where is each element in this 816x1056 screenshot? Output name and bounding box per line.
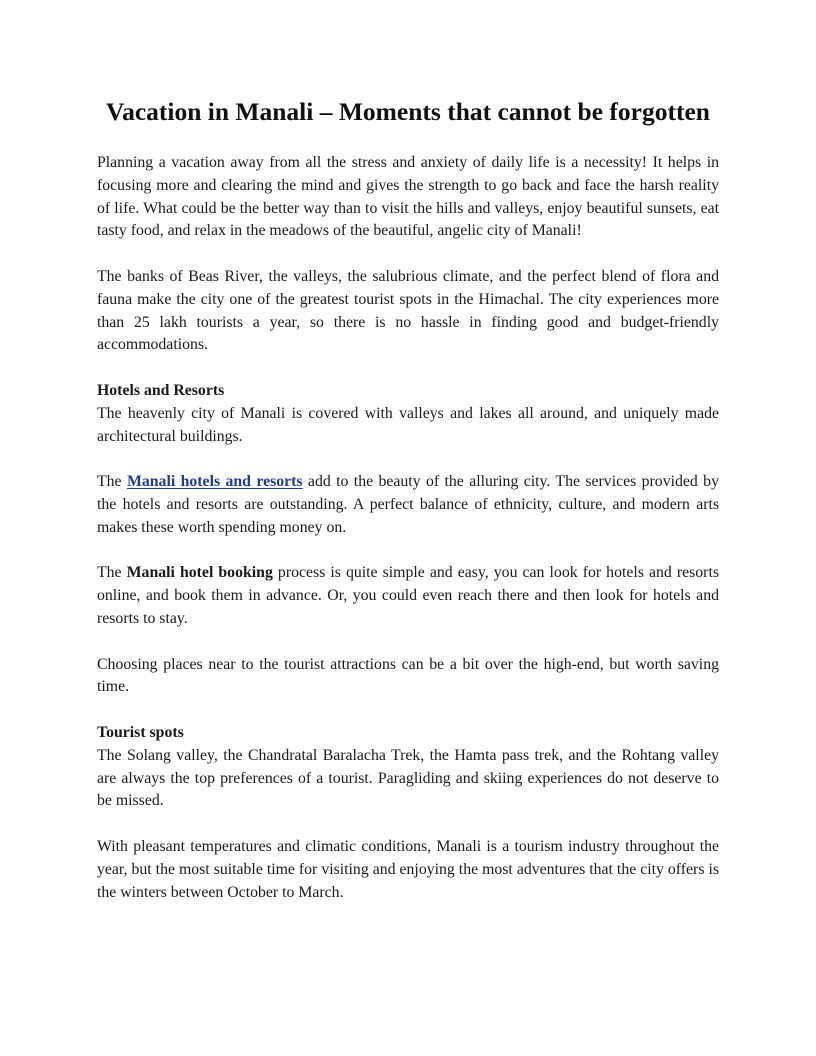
hotels-link-paragraph xyxy=(97,471,719,539)
booking-paragraph xyxy=(97,562,719,630)
final-paragraph: With pleasant temperatures and climatic conditions, Manali is a tourism industry throughout the year, but the most suitable time for visiting and enjoying the most adventures that the city offers is the winters between October to March. xyxy=(97,837,719,901)
hotels-heading: Hotels and Resorts xyxy=(97,381,225,399)
tourist-body: The Solang valley, the Chandratal Baralacha Trek, the Hamta pass trek, and the Rohtang valley are always the top preferences of a tourist. Paragliding and skiing experiences do not deserve to be missed. xyxy=(97,746,719,810)
link-paragraph-suffix: add to the beauty of the alluring city. The services provided by the hotels and resorts are outstanding. A perfect balance of ethnicity, culture, and modern arts makes these worth spending money on. xyxy=(97,473,719,536)
hotels-section xyxy=(97,380,719,448)
page-title: Vacation in Manali – Moments that cannot be forgotten xyxy=(106,97,710,126)
document-body xyxy=(97,152,719,927)
manali-hotels-resorts-link[interactable]: Manali hotels and resorts xyxy=(126,473,303,491)
booking-paragraph-suffix: process is quite simple and easy, you can look for hotels and resorts online, and book them in advance. Or, you could even reach there and then look for hotels and resorts to stay. xyxy=(97,564,719,627)
intro-paragraph: Planning a vacation away from all the stress and anxiety of daily life is a necessity! It helps in focusing more and clearing the mind and gives the strength to go back and face the harsh reality of life. What could be the better way than to visit the hills and valleys, enjoy beautiful sunsets, eat tasty food, and relax in the meadows of the beautiful, angelic city of Manali! xyxy=(97,154,719,240)
tourist-heading: Tourist spots xyxy=(97,723,184,741)
booking-paragraph-prefix: The xyxy=(97,564,127,582)
hotels-body: The heavenly city of Manali is covered with valleys and lakes all around, and uniquely made architectural buildings. xyxy=(97,404,719,445)
beas-river-paragraph: The banks of Beas River, the valleys, the salubrious climate, and the perfect blend of flora and fauna make the city one of the greatest tourist spots in the Himachal. The city experiences more than 25 lakh tourists a year, so there is no hassle in finding good and budget-friendly accommodations. xyxy=(97,267,719,354)
booking-bold-text: Manali hotel booking xyxy=(126,564,273,582)
link-paragraph-prefix: The xyxy=(97,473,127,491)
choosing-paragraph: Choosing places near to the tourist attractions can be a bit over the high-end, but worth saving time. xyxy=(97,655,719,696)
tourist-section xyxy=(97,722,719,813)
